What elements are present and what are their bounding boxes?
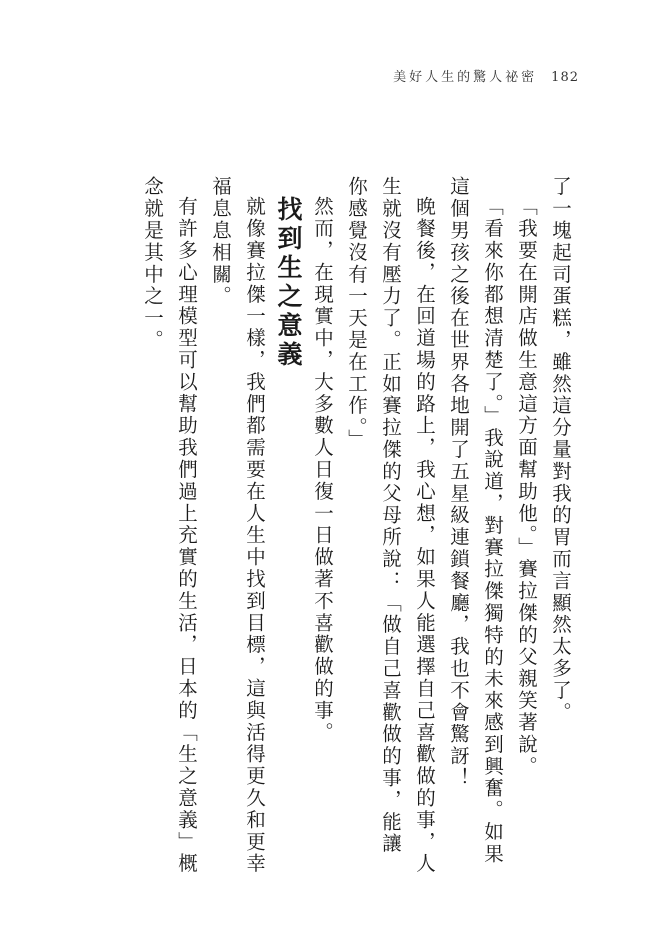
paragraph: 就像賽拉傑一樣，我們都需要在人生中找到目標，這與活得更久和更幸福息息相關。 — [209, 176, 266, 875]
running-header — [393, 66, 579, 85]
paragraph: 晚餐後，在回道場的路上，我心想，如果人能選擇自己喜歡做的事，人生就沒有壓力了。正如賽拉傑的父母所說：「做自己喜歡做的事，能讓你感覺沒有一天是在工作。」 — [345, 176, 436, 875]
vertical-text-body — [77, 176, 577, 876]
page-number: 182 — [551, 70, 579, 85]
paragraph: 「看來你都想清楚了。」我說道，對賽拉傑獨特的未來感到興奮。如果這個男孩之後在世界各地開了五星級連鎖餐廳，我也不會驚訝！ — [447, 176, 504, 865]
section-heading: 找到生之意義 — [274, 196, 303, 370]
paragraph: 「我要在開店做生意這方面幫助他。」賽拉傑的父親笑著說。 — [515, 195, 538, 778]
paragraph: 有許多心理模型可以幫助我們過上充實的生活，日本的「生之意義」概念就是其中之一。 — [141, 176, 198, 875]
paragraph: 然而，在現實中，大多數人日復一日做著不喜歡做的事。 — [311, 195, 334, 743]
book-title: 美好人生的驚人祕密 — [393, 70, 538, 85]
paragraph: 了一塊起司蛋糕，雖然這分量對我的胃而言顯然太多了。 — [549, 176, 572, 724]
